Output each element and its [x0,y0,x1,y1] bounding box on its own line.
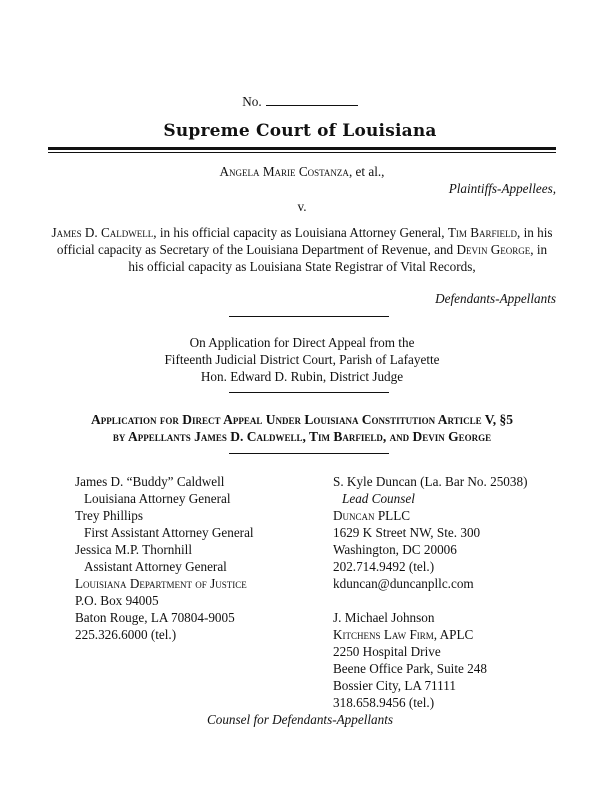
docket-blank-line [266,93,358,106]
counsel-right-line: Duncan PLLC [333,508,411,523]
counsel-left-line: Jessica M.P. Thornhill [75,542,192,557]
plaintiff-suffix: , et al., [348,164,385,179]
defendants-caption [48,224,556,275]
counsel-right-line: 1629 K Street NW, Ste. 300 [333,525,481,540]
application-title-line-2: by Appellants James D. Caldwell, Tim Barfield, and Devin George [112,429,492,444]
section-rule-2 [229,392,389,393]
counsel-right-line: 2250 Hospital Drive [333,644,441,659]
counsel-right-spacer [333,592,573,609]
section-rule-1 [229,316,389,317]
defendant-2-desc: , in his official capacity as Secretary of the Louisiana Department of Revenue, and [56,225,553,257]
counsel-right-line: J. Michael Johnson [333,610,435,625]
header-rule-thin [48,152,556,153]
counsel-right-line: Lead Counsel [342,491,415,506]
lower-court-line-3: Hon. Edward D. Rubin, District Judge [200,369,404,384]
defendant-1-desc: , in his official capacity as Louisiana Attorney General, [153,225,445,240]
defendant-3-desc: , in his official capacity as Louisiana State Registrar of Vital Records, [128,242,548,274]
defendant-3-name: Devin George [456,242,531,257]
counsel-right-line: 318.658.9456 (tel.) [333,695,435,710]
counsel-right-line: Kitchens Law Firm, APLC [333,627,474,642]
defendant-1-name: James D. Caldwell [51,225,154,240]
plaintiff-role: Plaintiffs-Appellees, [448,181,556,196]
counsel-left-line: Assistant Attorney General [84,559,227,574]
counsel-right-line: S. Kyle Duncan (La. Bar No. 25038) [333,474,528,489]
section-rule-3 [229,453,389,454]
lower-court-line-2: Fifteenth Judicial District Court, Parish of Lafayette [164,352,440,367]
counsel-right-line: 202.714.9492 (tel.) [333,559,435,574]
counsel-right-line: kduncan@duncanpllc.com [333,576,474,591]
counsel-right-line: Washington, DC 20006 [333,542,457,557]
counsel-left-line: 225.326.6000 (tel.) [75,627,177,642]
application-title-line-1: Application for Direct Appeal Under Louisiana Constitution Article V, §5 [90,412,514,427]
counsel-left-line: James D. “Buddy” Caldwell [75,474,225,489]
header-rule-thick [48,147,556,150]
counsel-left-block [75,473,315,643]
counsel-right-line: Bossier City, LA 71111 [333,678,456,693]
versus: v. [297,199,307,214]
docket-label: No. [242,94,262,109]
counsel-left-line: Louisiana Attorney General [84,491,231,506]
counsel-right-line: Beene Office Park, Suite 248 [333,661,487,676]
defendant-2-name: Tim Barfield [447,225,517,240]
footer-counsel-label: Counsel for Defendants-Appellants [206,712,394,727]
docket-number [0,93,600,110]
plaintiff-name: Angela Marie Costanza [219,164,349,179]
lower-court-line-1: On Application for Direct Appeal from the [189,335,415,350]
counsel-right-block [333,473,573,711]
defendant-role: Defendants-Appellants [435,291,556,306]
plaintiff-line [48,163,556,180]
court-name: Supreme Court of Louisiana [163,121,437,141]
counsel-left-line: Trey Phillips [75,508,144,523]
counsel-left-line: First Assistant Attorney General [84,525,254,540]
counsel-left-line: Louisiana Department of Justice [75,576,247,591]
counsel-left-line: Baton Rouge, LA 70804-9005 [75,610,235,625]
counsel-left-line: P.O. Box 94005 [75,593,159,608]
